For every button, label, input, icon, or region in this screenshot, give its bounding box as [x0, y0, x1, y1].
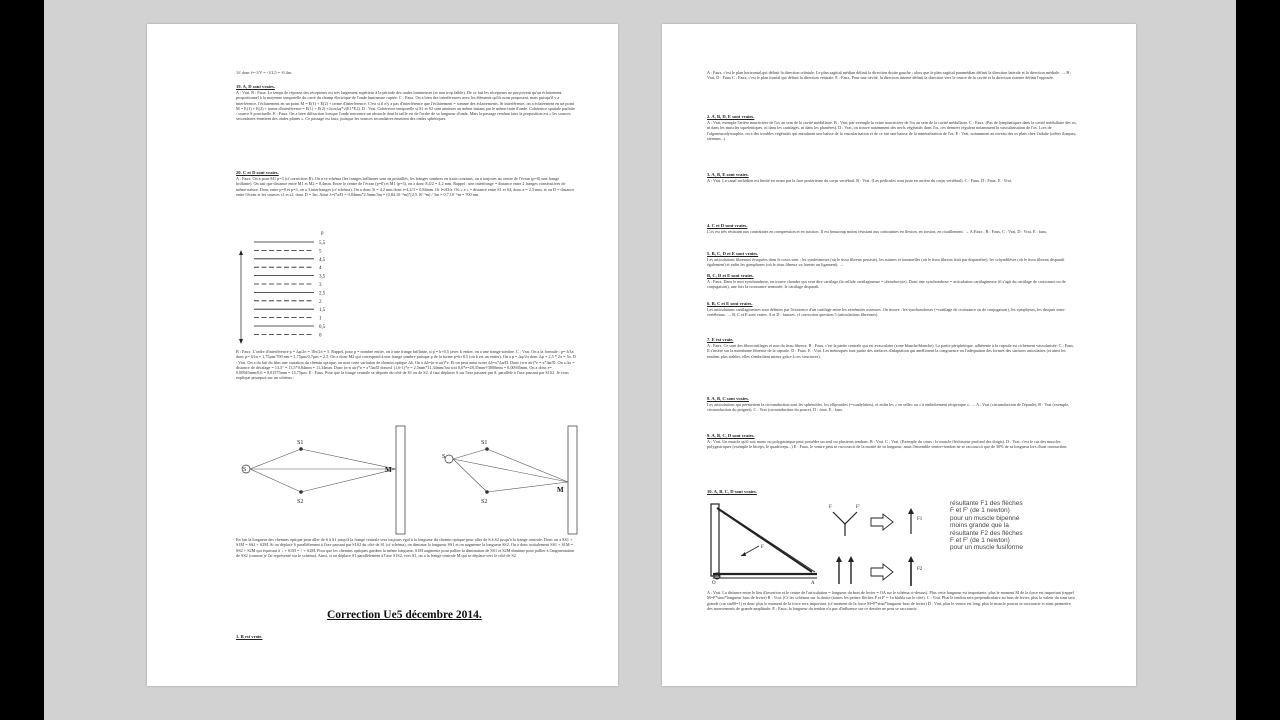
fringe-level-label: 3,5: [319, 274, 326, 280]
arrow-head-top: [239, 250, 243, 255]
q2-answer: A : Vrai, exemple l'artère nourricière de l'os au sein de la cavité médullaire. B : Vrai, par exemple la veine nourricière de l'os au sein de la cavité médullaire. C : Faux. (Pas de lymphatiques dans la cavité médullaire des os, ni dans les muscles squelettiques, ni dans les cartilages, ni dans les phanères). D : Vrai, on trouve notamment des nerfs végétatifs dans l'os, ces derniers régulent notamment la vascularisation de l'os. Lors de l'algoneurodystrophie, on a des troubles végétatifs qui entraînent une baisse de la vascularisation et de ce fait une baisse de la minéralisation de l'os. E : Vrai, notamment au niveau des os plats chez l'adulte (crêtes iliaques, sternum...): [707, 120, 1077, 141]
label-f-top: F: [829, 505, 832, 510]
muscle-tendon: [717, 508, 812, 572]
label-f2: F2: [917, 567, 923, 572]
label-a: A: [811, 581, 815, 584]
q8-answer: Les articulations qui permettent la circumduction sont les sphéroïdes, les ellipsoïdes (=condylaires), et enfin les « en selle» ou « à emboîtement réciproque ». → A : Vrai (circumduction de l'épaule), B : Vrai (exemple, circumduction du poignet), C : Vrai (circumduction du pouce), D : faux. E : faux.: [707, 402, 1070, 413]
fringe-level-label: 0,5: [319, 325, 326, 330]
document-page-left[interactable]: [147, 24, 618, 686]
label-s2-2: S2: [481, 499, 488, 505]
label-fprime-top: F': [856, 505, 860, 510]
lever-arm-figure: [707, 498, 827, 584]
screen-right: [568, 426, 577, 534]
label-f: F: [761, 545, 764, 550]
label-m-2: M: [557, 486, 564, 494]
q10-answer: A : Vrai. La distance entre le lieu d'insertion et le centre de l'articulation = longueur du bras de levier = OA sur le schéma ci-dessus). Plus cette longueur est importante, plus le moment M de la force est important (rappel M=F*sinα*longueur bras de levier) B : Vrai. (Cf les schémas sur la droite (toutes les petites flèches F et F' = 1n blabla sur le côté). C : Vrai. Plus le tendon sera perpendiculaire au bras de levier, plus la valeur du sinα sera grande (car sin90=1) et donc plus le moment de la force sera important. (cf moment de la force M=F*sinα*longueur bras de levier) D : Vrai, plus le ventre est long, plus le muscle pourra se raccourcir et ainsi permettre des mouvements de grande amplitude. E : Faux, la longueur du tendon n'a pas d'influence sur ce dernier ne peut se raccourcir.: [707, 590, 1075, 611]
label-f1: F1: [917, 517, 923, 522]
q6-answer: Les articulations cartilagineuses sont définies par l'existence d'un cartilage entre les extrémités osseuses. On trouve : les synchondroses (=cartilage de croissance ou de conjugaison), les symphyses, les disques inter-vertébraux. → B, C et E sont vraies. A et D : fausses, cf correction question 5 (articulations fibreuses).: [707, 307, 1066, 318]
label-s1: S1: [297, 440, 304, 446]
q5-subheading: B, C, D et E sont vraies.: [707, 273, 754, 278]
source-right: [445, 455, 453, 463]
bipennate-vectors: [833, 512, 857, 524]
q20-answer-bcd: B : Faux. L'ordre d'interférence p = ∆φ/2π = 10π/2π = 5. Rappel, pour p = nombre entier, on a une frange brillante, si p = k+0,5 (avec k entier, on a une frange sombre. C : Vrai. On a la formule : p= δ/λa donc p= δ/λa = 1,75µm/700 nm = 1,75µm/0,7µm = 2,5. On a donc M2 qui correspond à une frange sombre puisque p de la forme p=k+0,5 (où k est un entier). On a p = ∆φ/2π donc ∆φ = 2,5 * 2π = 5π. D : Vrai. On a du fait du film une variation du chemin optique, on note cette variation de chemin optique ∆δ. On a ∆δ=(n-n air)*e. Et on peut aussi noter ∆δ=x*∆n/D. Donc (n-n air)*e = x*∆n/D. On a ∆x = distance de décalage = 13,5° = 13,5*0,84mm = 11,34mm. Donc (n-n air)*e = x*∆n/D doncn1 (1,6-1)*e = 2,5mm*11,34mm/3m soit 0,6*e=28,35mm²/3000mm = 0,00945mm. On a donc e= 0,00945mm/0,6 = 0,01575mm = 15,75µm. E : Faux. Pour que la frange centrale se déporte du côté de S1 ou de S2, il faut déplacer S sur l'axe passant par S, parallèle à l'axe passant par S1S2. Je vous explique pourquoi sur un schéma :: [236, 349, 576, 381]
fringe-level-label: 1,5: [319, 308, 326, 314]
q5-answer: Les articulations fibreuses évoquées dans le cours sont : les syndesmoses (où le tissu fibreux persiste), les sutures et fontanelles (où le tissu fibreux finit par disparaître), les schyndilèses (où le tissu fibreux disparaît également) et enfin les gomphoses (où le tissu fibreux va former un ligament). →: [707, 257, 1065, 268]
label-m: M: [385, 466, 392, 474]
q6-heading: 6. B, C et E sont vraies.: [707, 301, 753, 306]
q4-answer: L'os est très résistant aux contraintes en compression et en traction. Il est beaucoup moins résistant aux contraintes en flexion, en torsion, en cisaillement. → A:Faux ; B : Faux, C : Vrai, D : Vrai, E : faux.: [707, 229, 1048, 234]
q19-heading: 19. A, D sont vraies.: [236, 84, 275, 89]
label-s: S: [243, 467, 247, 473]
top-line: 1/f donc f=-1/V = -1/2,5 = -0,4m.: [236, 70, 292, 75]
bone-vertical: [711, 504, 719, 576]
label-s2: S2: [297, 499, 304, 505]
document-viewer[interactable]: [44, 0, 1236, 720]
q2-heading: 2. A, B, D, E sont vraies.: [707, 114, 755, 119]
force-vector-diagram: [827, 498, 947, 588]
q19-answer: A : Vrai. B : Faux. Le temps de réponse des récepteurs est très largement supérieur à la période des ondes lumineuses (et non trop faible). De ce fait les récepteurs ne perçoivent qu'un éclairement proportionnel à la moyenne temporelle du carré du champ électrique de l'onde lumineuse captée. C : Faux. On a bien des interférences avec les éléments qu'ils nous proposent, mais puisqu'il y a interférence, l'éclairement en un point M = E(1) + E(2) + terme d'interférence. C'est si il n'y a pas d'interférence que l'éclairement = somme des éclairements. Si interférence, on a éclairement en un point M = E(1) + E(2) + terme d'interférence = E(1) + E(2) +2cos∆φ*√(E1*E2). D : Vrai. Cohérence temporelle si S1 et S2 sont atteintes au même instant par le même train d'onde. Cohérence spatiale parfaite : source S ponctuelle. E : Faux. On a bien diffraction lorsque l'onde rencontre un obstacle dont la taille est de l'ordre de sa longueur d'onde. Mais le passage rendant faux la proposition est « les sources secondaires émettent des ondes planes ». Ce passage est faux, puisque les sources secondaires émettent des ondes sphériques.: [236, 90, 575, 122]
label-o: O: [712, 581, 716, 584]
document-page-right[interactable]: [662, 24, 1136, 686]
fringe-level-label: 3: [319, 283, 322, 288]
q7-answer: A : Faux. Ce sont des fibrocartilages et non du tissu fibreux. B : Faux, c'est la partie centrale qui est avasculaire (zone blanche/blanche). La partie périphérique, adhérente à la capsule est richement vascularisée. C : Faux. Il s'insère sur la membrane fibreuse de la capsule. D : Faux. E : Vrai. Les ménisques font partie des surfaces d'adaptation qui améliorent la congruence ou l'adéquation des formes des surfaces articulaires (et ainsi les rendent plus stables, elles s'emboîtent mieux grâce à ces structures).: [707, 343, 1075, 359]
correction-title: Correction Ue5 décembre 2014.: [327, 609, 482, 621]
force-resultant-note: résultante F1 des flèches F et F' (de 1 newton) pour un muscle bipenné moins grande que la résultante F2 des flèches F et F' (de 1 newton) pour un muscle fusiforme: [950, 500, 1023, 552]
arrow-right-1: [871, 514, 893, 530]
q5-answer-2: A : Faux. Dans le mot synchondrose, on trouve chondre qui veut dire cartilage (la cellule cartilagineuse = chondrocyte). Donc une synchondrose = articulation cartilagineuse (il s'agit du cartilage de croissance ou de conjugaison), une fois la croissance terminée, le cartilage disparaît.: [707, 279, 1066, 290]
label-s-2: S: [442, 454, 446, 460]
double-slit-diagram: [237, 424, 587, 536]
arrow-right-2: [871, 564, 893, 580]
q5-heading: 5. B, C, D et E sont vraies.: [707, 251, 759, 256]
fringe-level-label: 1: [319, 316, 322, 322]
q7-heading: 7. E est vraie.: [707, 337, 734, 342]
q1-heading: 1. B est vraie.: [236, 634, 263, 639]
fringe-level-label: 2: [319, 299, 322, 305]
fringe-lines: [254, 241, 326, 338]
q4-heading: 4. C et D sont vraies.: [707, 223, 748, 228]
q3-answer: A : Vrai. Le canal rachidien est limité en avant par la face postérieure du corps vertébral. B : Vrai. (Les pédicules sont juste en arrière du corps vertébral). C : Faux. D : Faux. E : Vrai.: [707, 178, 1012, 183]
fringe-level-label: 4: [319, 266, 322, 272]
arrow-head-bottom: [239, 339, 243, 344]
fringe-diagram: [232, 224, 342, 344]
q1-answer: A : Faux, c'est le plan horizontal qui définit la direction crâniale. Le plan sagittal médian définit la direction droite gauche ; alors que le plan sagittal paramédian définit la direction latérale et la direction médiale. → B : Vrai, D : Faux C : Faux, c'est le plan frontal qui définit la direction ventrale. E : Faux. Pour une cavité, la direction interne définit la direction vers le centre de la cavité et la direction externe définit l'opposée.: [707, 70, 1072, 81]
label-s1-2: S1: [481, 440, 488, 446]
q20-answer: A : Faux. On a pour M1 p=3 (cf correction B). On a ce schéma (les franges brillantes sont en pointillés, les franges sombres en traits continus, on a toujours au centre de l'écran (p=0) une frange brillante). On sait que distance entre M1 et M2 = 8,4mm. Entre le centre de l'écran (p=0) et M1 (p=3), on a donc 8,4/2 = 4,2 mm. Rappel : une interfrange = distance entre 2 franges consécutives de même nature. Donc entre p=0 et p=3, on a 3 interfranges (cf schéma). On a donc 3i = 4,2 mm donc i=4,2/3 = 0,84mm. Or i=λD/a. Où « a » = distance entre S1 et S2, donc a = 2,5 mm, et ou D = distance entre l'écran et les sources s1 et s2, donc D = 3m. Ainsi λ=i*a/D = 0,84mm*2,5mm/3m = (0,84.10⁻³m)*(2,5.10⁻³m) / 3m = 0,7.10⁻⁶m = 700 nm.: [236, 176, 575, 197]
fringe-axis-label: p: [321, 231, 324, 236]
fringe-level-label: 4,5: [319, 257, 326, 263]
fringe-level-label: 2,5: [319, 291, 326, 297]
q8-heading: 8. A, B, C sont vraies.: [707, 396, 749, 401]
q9-answer: A : Vrai. Un muscle qu'il soit mono ou polygastrique peut posséder un seul ou plusieurs tendons. B : Vrai. C : Vrai. (Exemple du cours : le muscle fléchisseur profond des doigts). D : Vrai, c'est le cas des muscles polygastriques (exemple le biceps, le quadriceps...) E : Faux, le ventre peut se raccourcir de la moitié de sa longueur, mais l'ensemble ventre+tendon ne se raccourcit que de 30% de sa longueur lors d'une contraction.: [707, 439, 1068, 450]
fringe-level-label: 0: [319, 333, 322, 339]
q9-heading: 9. A, B, C, D sont vraies.: [707, 433, 755, 438]
screen-left: [396, 426, 405, 534]
fringe-level-label: 5: [319, 249, 322, 255]
q3-heading: 3. A, B, E sont vraies.: [707, 172, 749, 177]
explanation-paragraph: En fait la longueur des chemins optique pour aller de S à S1 jusqu'à la frange centrale sera toujours égal à la longueur du chemin optique pour aller de S à S2 jusqu'à la frange centrale. Donc on a SS1 + S1M = SS2 + S2M. Si on déplace S parallèlement à l'axe passant par S1S2 du côté de S1 (cf schéma), on diminue la longueur SS1 et on augmente la longueur SS2. On a donc initialement SS1 + S1M = SS2 + S2M qui équivaut à ↓ + S1M = ↑ + S2M. Pour que les chemins optiques gardent la même longueur, S1M augmente pour pallier la diminution de SS1 et S2M diminue pour pallier à l'augmentation de SS2 (comme je l'ai représenté sur le schéma). Ainsi, si on déplace S1 parallèlement à l'axe S1S2, vers S1, on a la frange centrale M qui se déplace vers le côté de S2.: [236, 537, 575, 558]
q20-heading: 20. C et D sont vraies.: [236, 170, 279, 175]
fringe-level-label: 5,5: [319, 241, 326, 246]
q10-heading: 10. A, B, C, D sont vraies.: [707, 489, 757, 494]
